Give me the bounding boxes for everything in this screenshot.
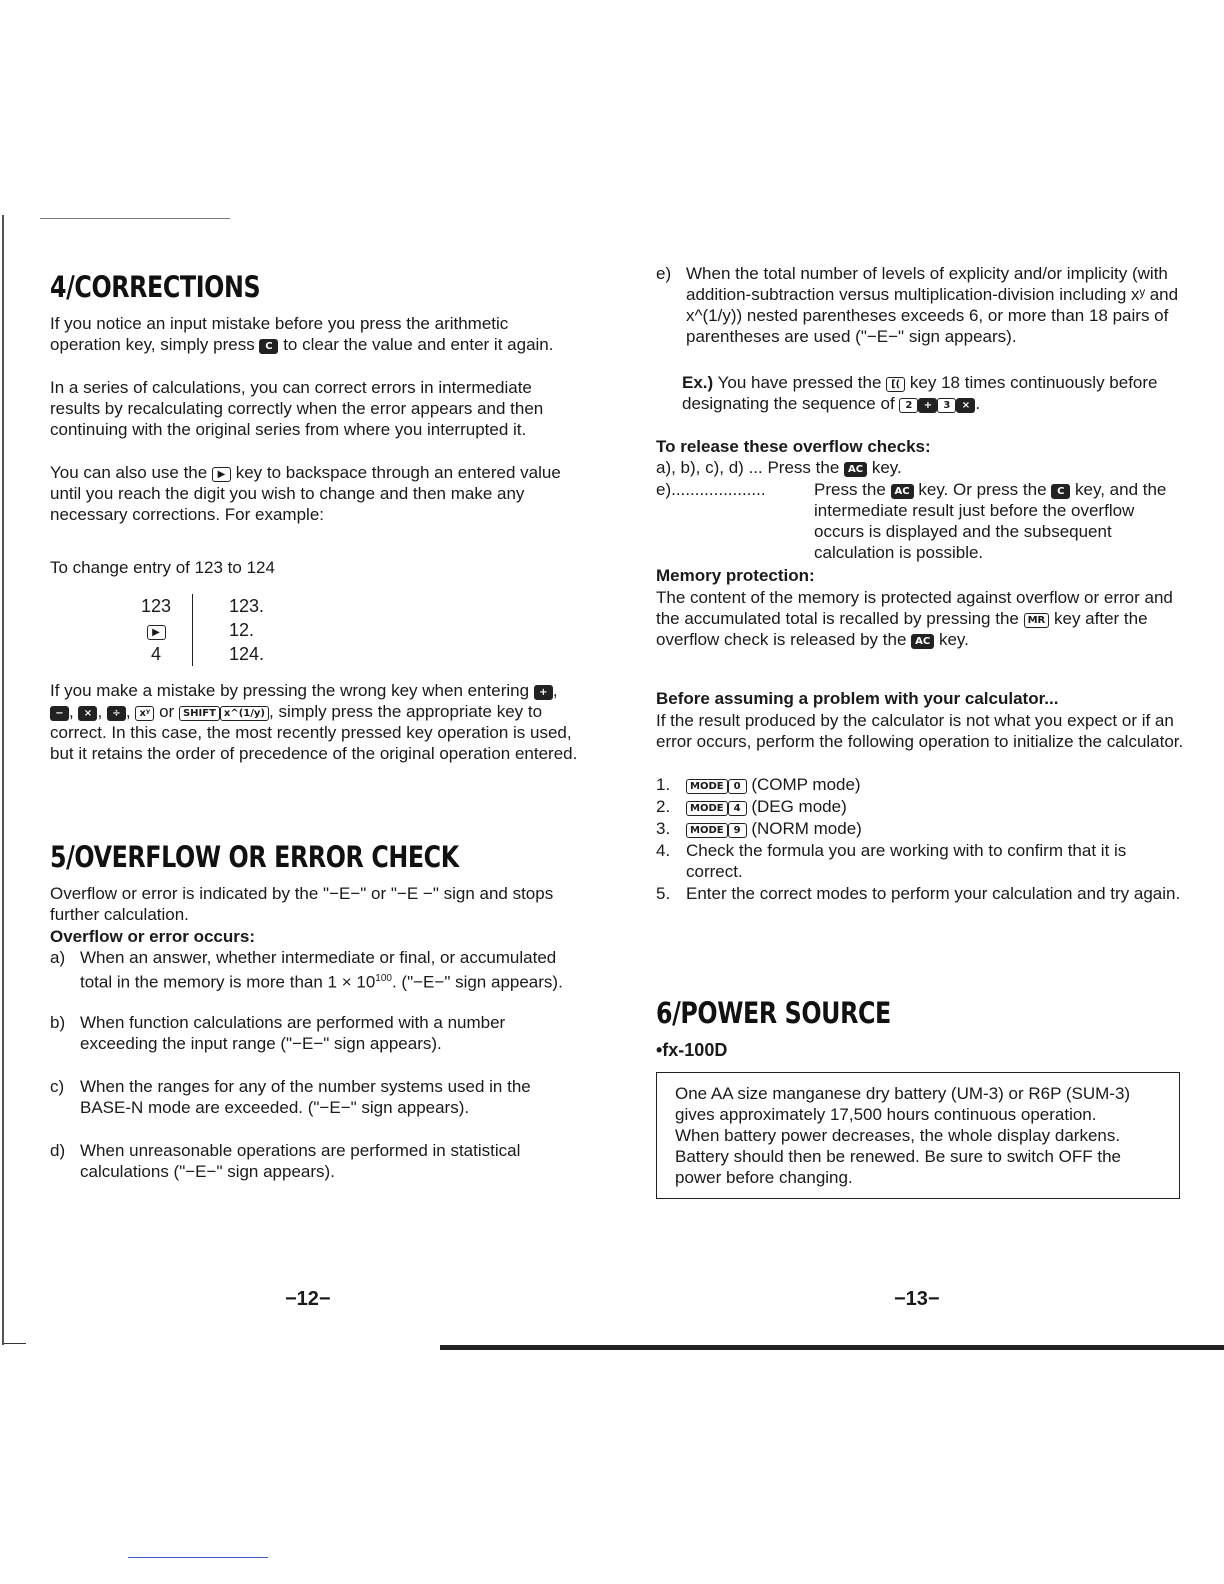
- release-row: [656, 479, 1184, 563]
- item-a-exponent: 100: [375, 973, 392, 984]
- memory-title: Memory protection:: [656, 566, 815, 585]
- release-e-text-c: key, and the intermediate result just before the overflow occurs is displayed and the subsequent calculation is possible.: [814, 480, 1167, 562]
- ex-paragraph: Ex.) You have pressed the [( key 18 times continuously before designating the sequence of 2 + 3 × .: [682, 373, 1158, 413]
- step-3-label: (NORM mode): [751, 819, 862, 838]
- release-e-text-a: Press the: [814, 480, 886, 499]
- key-9-icon: 9: [728, 823, 747, 838]
- step-3-text: [686, 818, 1184, 839]
- minus-key-icon: −: [50, 706, 69, 721]
- c-key-icon: C: [259, 339, 278, 354]
- list-item: [656, 883, 1184, 904]
- step-1-label: (COMP mode): [751, 775, 861, 794]
- item-e-label: e): [656, 264, 672, 283]
- memory-text-b: key after the overflow check is released by the: [656, 609, 1148, 649]
- open-paren-key-icon: [(: [886, 377, 905, 392]
- step-2-number: 2.: [656, 797, 671, 816]
- item-c-label: c): [50, 1077, 65, 1096]
- top-short-rule: [40, 218, 230, 219]
- release-label-abcd: a), b), c), d) ...: [656, 458, 768, 477]
- example-key-2-cell: [120, 618, 193, 642]
- example-display-3: 124.: [229, 644, 265, 664]
- example-row: [120, 594, 276, 618]
- s4-paragraph-1: [50, 313, 580, 355]
- item-b-label: b): [50, 1013, 66, 1032]
- item-a-tail: . ("−E−" sign appears).: [391, 972, 563, 992]
- model-label: •fx-100D: [656, 1040, 728, 1060]
- step-3-number: 3.: [656, 819, 671, 838]
- mode-key-icon: MODE: [686, 779, 728, 794]
- step-5-number: 5.: [656, 884, 671, 903]
- release-e-text: [814, 479, 1184, 563]
- before-title: Before assuming a problem with your calculator...: [656, 689, 1059, 708]
- item-c-text: When the ranges for any of the number systems used in the BASE-N mode are exceeded. ("−E−" sign appears).: [80, 1077, 531, 1117]
- list-item: [50, 1140, 580, 1182]
- plus-key-icon: +: [534, 685, 553, 700]
- section-4-title: 4/CORRECTIONS: [50, 270, 261, 304]
- list-item: [656, 840, 1184, 882]
- step-1-number: 1.: [656, 775, 671, 794]
- plus-key-icon: +: [918, 398, 937, 413]
- release-text-b: key.: [871, 458, 902, 477]
- s4-p5-text-a: If you make a mistake by pressing the wrong key when entering: [50, 681, 530, 700]
- memory-paragraph: [656, 587, 1184, 650]
- ex-label: Ex.): [682, 373, 714, 392]
- backspace-key-icon: ▶: [212, 467, 231, 482]
- list-item: [656, 818, 1184, 839]
- s4-p3-text-a: You can also use the: [50, 463, 208, 482]
- root-key-icon: x^(1/y): [220, 706, 269, 721]
- item-d-text: When unreasonable operations are performed in statistical calculations ("−E−" sign appears).: [80, 1141, 521, 1181]
- step-4-text: Check the formula you are working with to confirm that it is correct.: [686, 841, 1127, 881]
- step-4-number: 4.: [656, 841, 671, 860]
- shift-key-icon: SHIFT: [179, 706, 220, 721]
- example-display-2: 12.: [229, 620, 255, 640]
- step-2-text: [686, 796, 1184, 817]
- page-number-left: −12−: [285, 1288, 331, 1310]
- item-b-text: When function calculations are performed with a number exceeding the input range ("−E−" sign appears).: [80, 1013, 506, 1053]
- s4-p5-or: or: [159, 702, 175, 721]
- ac-key-icon: AC: [844, 462, 867, 477]
- s4-paragraph-2: In a series of calculations, you can correct errors in intermediate results by recalculating correctly when the error appears and then continuing with the original series from where you interrupted it.: [50, 378, 544, 439]
- mode-key-icon: MODE: [686, 801, 728, 816]
- power-box-paragraph-2: When battery power decreases, the whole display darkens. Battery should then be renewed. Be sure to switch OFF the power before changing.: [675, 1126, 1122, 1187]
- s4-p3-text-b: key to backspace through an entered value until you reach the digit you wish to change and then make any necessary corrections. For example:: [50, 463, 561, 524]
- bottom-left-corner: [4, 1343, 26, 1344]
- release-label-e: e)....................: [656, 480, 766, 499]
- power-box-paragraph-1: One AA size manganese dry battery (UM-3) or R6P (SUM-3) gives approximately 17,500 hours continuous operation.: [675, 1084, 1131, 1124]
- s5-paragraph-1: Overflow or error is indicated by the "−E−" or "−E −" sign and stops further calculation.: [50, 884, 554, 924]
- s4-p5-text-b: , simply press the appropriate key to correct. In this case, the most recently pressed key operation is used, but it retains the order of precedence of the original operation entered.: [50, 702, 578, 763]
- ex-text-a: You have pressed the: [717, 373, 882, 392]
- item-a-main: When an answer, whether intermediate or final, or accumulated total in the memory is more than 1 × 10: [80, 948, 557, 992]
- example-row: [120, 618, 276, 642]
- page-number-right: −13−: [894, 1288, 940, 1310]
- step-2-label: (DEG mode): [751, 797, 847, 816]
- ac-key-icon: AC: [911, 634, 934, 649]
- left-scan-edge: [2, 215, 4, 1345]
- release-title: To release these overflow checks:: [656, 437, 931, 456]
- power-key-icon: xʸ: [135, 706, 154, 721]
- example-table: [120, 594, 276, 666]
- s4-paragraph-3: [50, 462, 580, 525]
- key-2-icon: 2: [899, 398, 918, 413]
- ex-text-b: key 18 times continuously before designating the sequence of: [682, 373, 1158, 413]
- multiply-key-icon: ×: [78, 706, 97, 721]
- s4-p1-text-b: to clear the value and enter it again.: [283, 335, 554, 354]
- divide-key-icon: ÷: [107, 706, 126, 721]
- s4-p1-text-a: If you notice an input mistake before you press the arithmetic operation key, simply press: [50, 314, 509, 354]
- section-5-title: 5/OVERFLOW OR ERROR CHECK: [50, 840, 459, 874]
- s4-paragraph-5: If you make a mistake by pressing the wrong key when entering + , − , × , ÷ , xʸ or SHIFT x^(1/y) , simply press the appropriate key to correct. In this case, the most recently pressed key operation is used, but it retains the order of precedence of the original operation entered.: [50, 681, 578, 763]
- example-key-1: 123: [120, 594, 193, 618]
- example-display-1: 123.: [229, 596, 265, 616]
- c-key-icon: C: [1051, 484, 1070, 499]
- s4-paragraph-4: To change entry of 123 to 124: [50, 558, 275, 577]
- mr-key-icon: MR: [1024, 613, 1050, 628]
- item-e-text: When the total number of levels of explicity and/or implicity (with addition-subtraction versus multiplication-division including xʸ and x^(1/y)) nested parentheses exceeds 6, or more than 18 pairs of parentheses are used ("−E−" sign appears).: [686, 264, 1179, 346]
- memory-text-a: The content of the memory is protected against overflow or error and the accumulated total is recalled by pressing the: [656, 588, 1173, 628]
- mode-key-icon: MODE: [686, 823, 728, 838]
- release-text-a: Press the: [767, 458, 840, 477]
- release-e-text-b: key. Or press the: [918, 480, 1047, 499]
- key-3-icon: 3: [937, 398, 956, 413]
- key-0-icon: 0: [728, 779, 747, 794]
- before-paragraph: If the result produced by the calculator is not what you expect or if an error occurs, perform the following operation to initialize the calculator.: [656, 711, 1184, 751]
- key-4-icon: 4: [728, 801, 747, 816]
- backspace-key-icon: ▶: [147, 625, 166, 640]
- list-item: [656, 796, 1184, 817]
- step-5-text: Enter the correct modes to perform your calculation and try again.: [686, 884, 1181, 903]
- example-key-3: 4: [120, 642, 193, 666]
- s5-subtitle: Overflow or error occurs:: [50, 927, 256, 946]
- list-item: [50, 947, 580, 993]
- memory-text-c: key.: [938, 630, 969, 649]
- bottom-thick-rule: [440, 1345, 1224, 1350]
- multiply-key-icon: ×: [956, 398, 975, 413]
- list-item: [656, 774, 1184, 795]
- item-a-text: [80, 947, 580, 993]
- list-item: [50, 1076, 580, 1118]
- section-6-title: 6/POWER SOURCE: [656, 996, 891, 1030]
- ac-key-icon: AC: [891, 484, 914, 499]
- power-info-box: [656, 1072, 1180, 1199]
- release-row: [656, 457, 1184, 478]
- step-1-text: [686, 774, 1184, 795]
- bottom-blue-rule: [128, 1557, 268, 1558]
- list-item: [656, 263, 1184, 347]
- list-item: [50, 1012, 580, 1054]
- item-a-label: a): [50, 948, 66, 967]
- item-d-label: d): [50, 1141, 66, 1160]
- example-row: [120, 642, 276, 666]
